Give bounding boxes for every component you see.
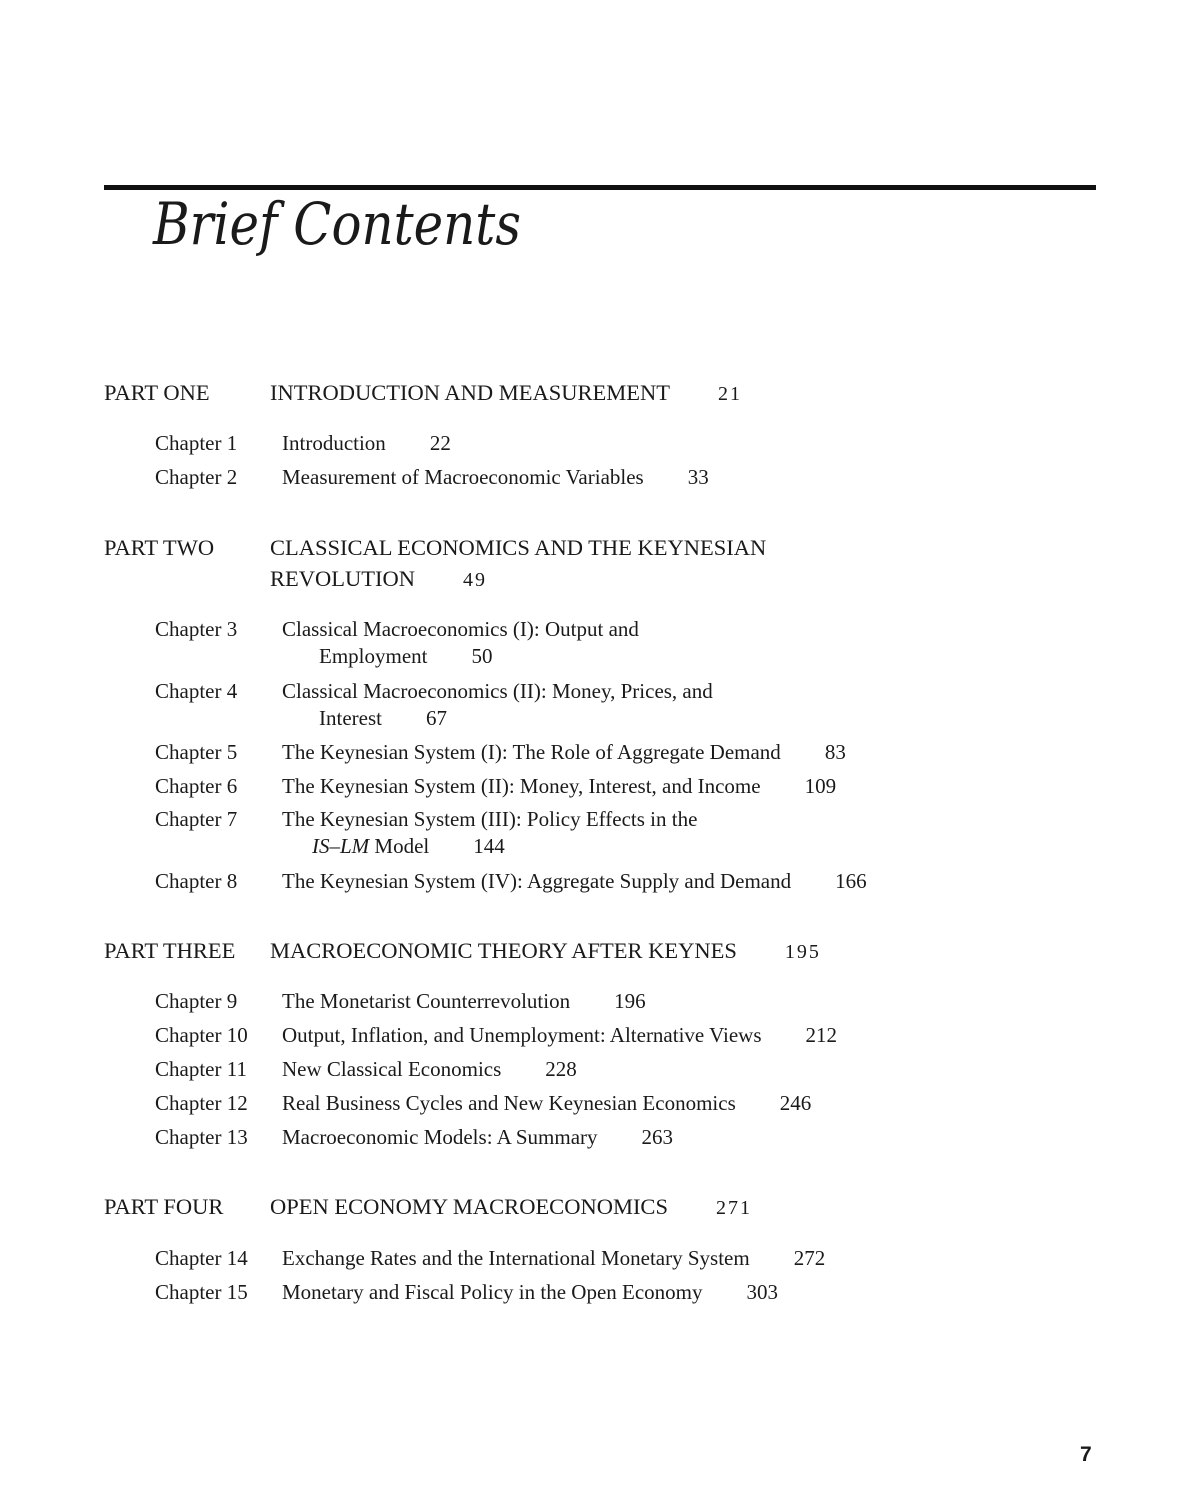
chapter-label: Chapter 6 — [155, 774, 238, 798]
part-label: PART THREE — [104, 938, 236, 963]
chapter-title: Monetary and Fiscal Policy in the Open Economy 303 — [282, 1280, 779, 1304]
chapter-page: 83 — [824, 740, 846, 764]
chapter-label: Chapter 4 — [155, 679, 238, 703]
chapter-label: Chapter 13 — [155, 1125, 248, 1149]
chapter-label: Chapter 7 — [155, 807, 238, 831]
chapter-label: Chapter 1 — [155, 431, 238, 455]
chapter-title: The Keynesian System (I): The Role of Aggregate Demand 83 — [282, 740, 846, 764]
chapter-page: 166 — [835, 869, 867, 893]
chapter-label: Chapter 11 — [155, 1057, 247, 1081]
chapter-title: The Keynesian System (IV): Aggregate Supply and Demand 166 — [282, 869, 867, 893]
chapter-label: Chapter 8 — [155, 869, 238, 893]
chapter-label: Chapter 2 — [155, 465, 238, 489]
part-title[interactable]: INTRODUCTION AND MEASUREMENT 21 — [270, 380, 742, 405]
chapter-title: New Classical Economics 228 — [282, 1057, 577, 1081]
chapter-title: Real Business Cycles and New Keynesian Economics 246 — [282, 1091, 812, 1115]
part-title[interactable]: CLASSICAL ECONOMICS AND THE KEYNESIAN REVOLUTION 49 — [270, 535, 767, 591]
chapter-title: Macroeconomic Models: A Summary 263 — [282, 1125, 674, 1149]
chapter-label: Chapter 3 — [155, 617, 238, 641]
chapter-page: 196 — [614, 989, 646, 1013]
chapter-page: 228 — [545, 1057, 577, 1081]
chapter-title: The Keynesian System (II): Money, Interest, and Income 109 — [282, 774, 837, 798]
chapter-label: Chapter 10 — [155, 1023, 248, 1047]
chapter-title: Classical Macroeconomics (II): Money, Prices, and Interest 67 — [282, 679, 713, 730]
part-page: 21 — [718, 383, 742, 405]
chapter-page: 109 — [804, 774, 837, 798]
chapter-title: Output, Inflation, and Unemployment: Alternative Views 212 — [282, 1023, 838, 1047]
chapter-page: 22 — [429, 431, 451, 455]
chapter-label: Chapter 15 — [155, 1280, 248, 1304]
part-page: 49 — [462, 569, 487, 591]
page-title: Brief Contents — [153, 190, 521, 258]
chapter-title: The Keynesian System (III): Policy Effects in the IS–LM Model 144 — [282, 807, 698, 858]
chapter-page: 303 — [746, 1280, 779, 1304]
part-title[interactable]: OPEN ECONOMY MACROECONOMICS 271 — [270, 1194, 752, 1219]
chapter-title: Measurement of Macroeconomic Variables 33 — [282, 465, 709, 489]
part-title[interactable]: MACROECONOMIC THEORY AFTER KEYNES 195 — [270, 938, 821, 963]
chapter-page: 67 — [425, 706, 447, 730]
chapter-title: Introduction 22 — [282, 431, 451, 455]
chapter-title: Classical Macroeconomics (I): Output and Employment 50 — [282, 617, 639, 668]
chapter-label: Chapter 14 — [155, 1246, 248, 1270]
part-page: 195 — [784, 941, 821, 963]
chapter-title: Exchange Rates and the International Monetary System 272 — [282, 1246, 826, 1270]
chapter-page: 144 — [473, 834, 505, 858]
part-label: PART ONE — [104, 380, 210, 405]
chapter-page: 50 — [471, 644, 493, 668]
part-label: PART FOUR — [104, 1194, 224, 1219]
chapter-label: Chapter 12 — [155, 1091, 248, 1115]
page-number: 7 — [1080, 1443, 1092, 1466]
part-page: 271 — [715, 1197, 752, 1219]
chapter-title: The Monetarist Counterrevolution 196 — [282, 989, 646, 1013]
chapter-page: 33 — [687, 465, 709, 489]
chapter-page: 263 — [641, 1125, 674, 1149]
chapter-label: Chapter 5 — [155, 740, 238, 764]
chapter-page: 272 — [793, 1246, 826, 1270]
chapter-label: Chapter 9 — [155, 989, 238, 1013]
chapter-page: 212 — [805, 1023, 838, 1047]
part-label: PART TWO — [104, 535, 215, 560]
chapter-page: 246 — [779, 1091, 812, 1115]
